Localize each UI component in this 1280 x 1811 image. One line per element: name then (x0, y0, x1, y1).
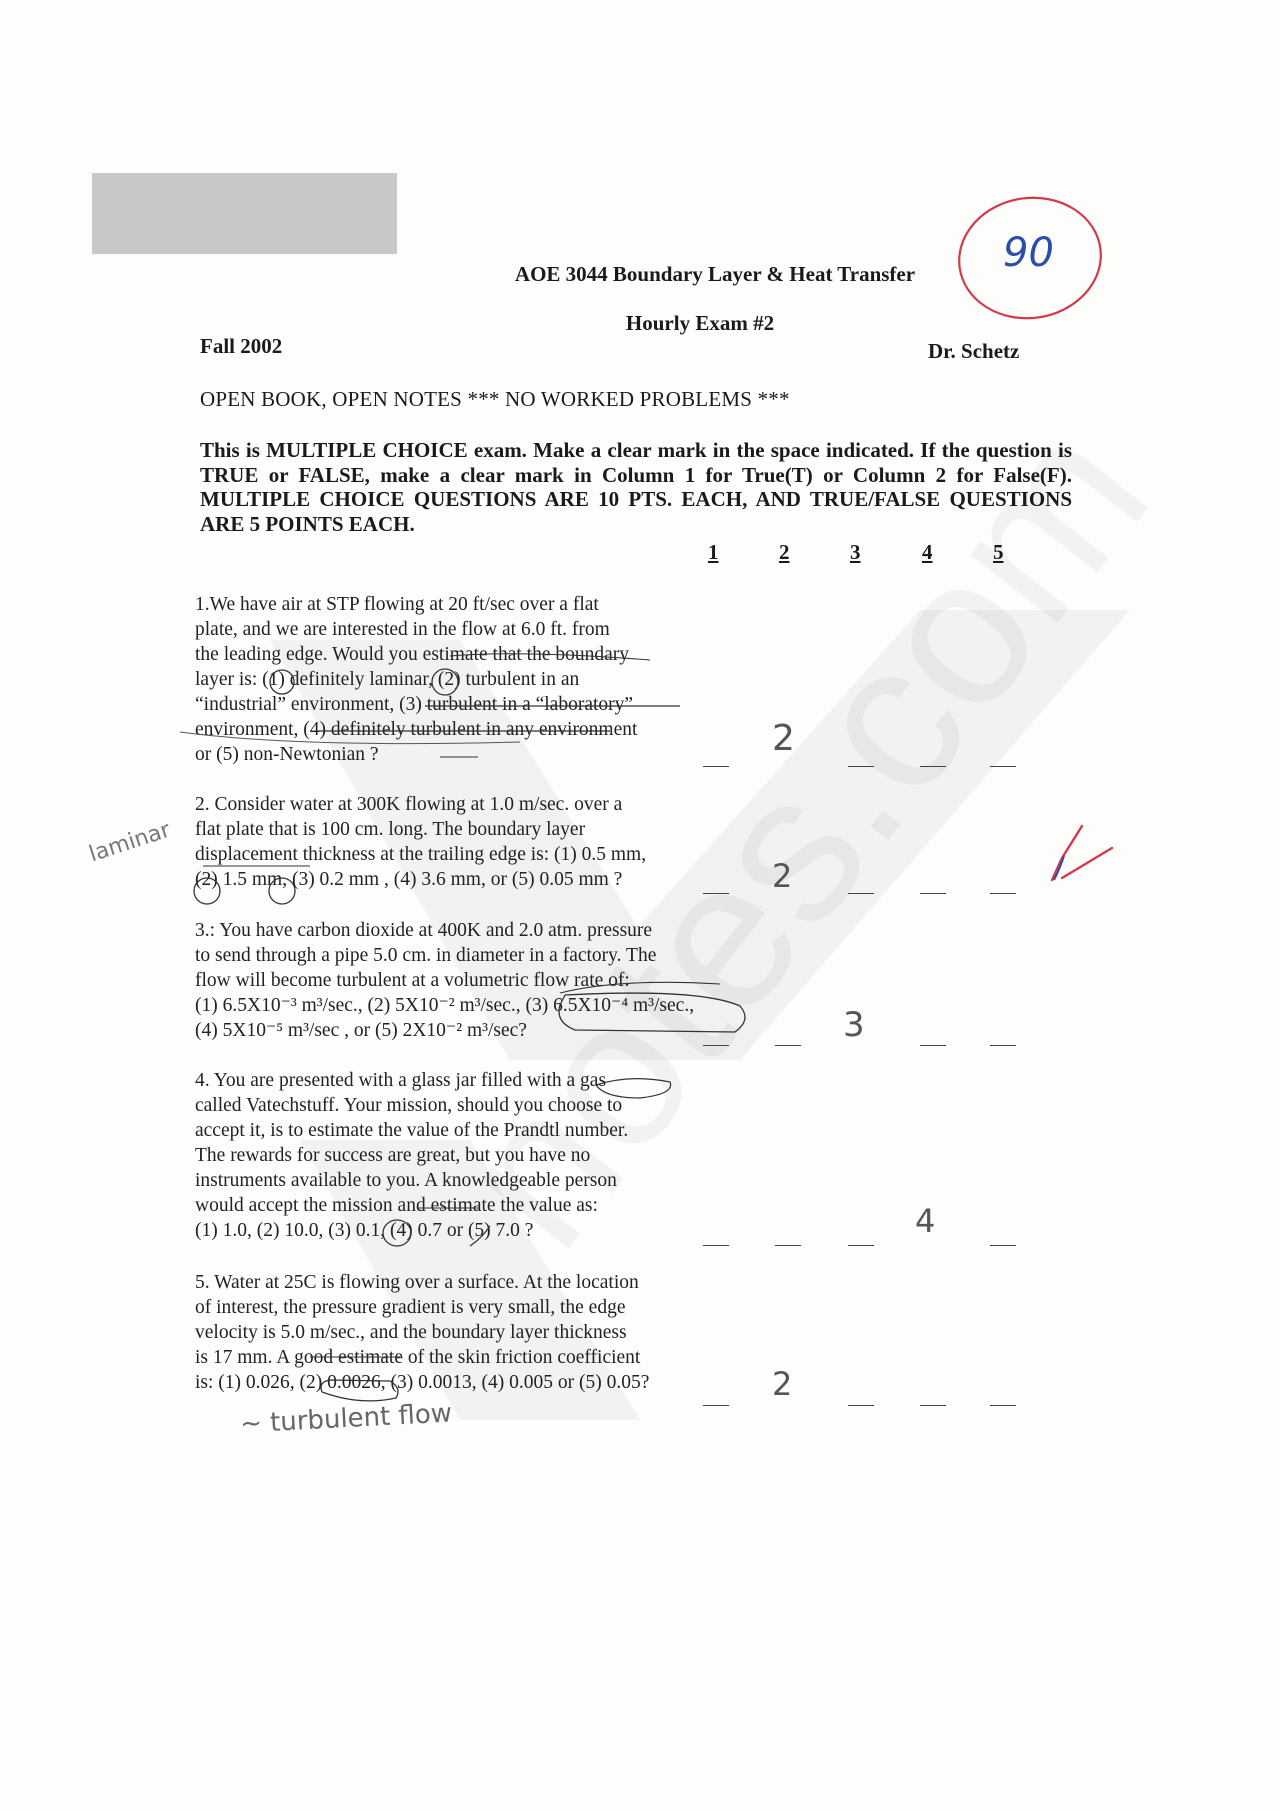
question-line: accept it, is to estimate the value of the Prandtl number. (195, 1120, 629, 1141)
answer-blank-4-2[interactable] (775, 1245, 801, 1246)
term: Fall 2002 (200, 334, 283, 358)
question-line: or (5) non-Newtonian ? (195, 744, 379, 765)
margin-note-turbulent: ~ turbulent flow (239, 1398, 453, 1440)
question-line: of interest, the pressure gradient is very small, the edge (195, 1297, 626, 1318)
margin-note-laminar: laminar (86, 817, 174, 868)
question-line: plate, and we are interested in the flow at 6.0 ft. from (195, 619, 610, 640)
question-line: 4. You are presented with a glass jar filled with a gas (195, 1070, 607, 1091)
question-line: to send through a pipe 5.0 cm. in diameter in a factory. The (195, 945, 657, 966)
question-line: the leading edge. Would you estimate that the boundary (195, 644, 629, 665)
course-title: AOE 3044 Boundary Layer & Heat Transfer (514, 262, 916, 286)
question-line: The rewards for success are great, but you have no (195, 1145, 591, 1166)
redacted-name-box (92, 173, 397, 254)
answer-blank-5-5[interactable] (990, 1405, 1016, 1406)
answer-blank-2-4[interactable] (920, 893, 946, 894)
question-line: displacement thickness at the trailing edge is: (1) 0.5 mm, (195, 844, 647, 865)
question-line: 1.We have air at STP flowing at 20 ft/sec over a flat (195, 594, 599, 615)
answer-blank-3-4[interactable] (920, 1045, 946, 1046)
exam-title: Hourly Exam #2 (625, 311, 775, 335)
question-line: 2. Consider water at 300K flowing at 1.0 m/sec. over a (195, 794, 623, 815)
answer-blank-1-5[interactable] (990, 766, 1016, 767)
answer-blank-2-1[interactable] (703, 893, 729, 894)
answer-mark-1: 2 (772, 718, 795, 759)
column-header-5: 5 (993, 540, 1004, 564)
question-line: 5. Water at 25C is flowing over a surface. At the location (195, 1272, 639, 1293)
column-header-2: 2 (779, 540, 790, 564)
answer-blank-4-5[interactable] (990, 1245, 1016, 1246)
question-line: 3.: You have carbon dioxide at 400K and 2.0 atm. pressure (195, 920, 653, 941)
question-line: layer is: (1) definitely laminar, (2) turbulent in an (195, 669, 580, 690)
question-line: (1) 6.5X10⁻³ m³/sec., (2) 5X10⁻² m³/sec., (3) 6.5X10⁻⁴ m³/sec., (195, 995, 695, 1016)
answer-blank-3-5[interactable] (990, 1045, 1016, 1046)
question-3 (195, 918, 755, 1043)
question-2 (195, 792, 735, 892)
column-header-4: 4 (922, 540, 933, 564)
check-mark-icon (1052, 826, 1112, 880)
question-line: environment, (4) definitely turbulent in any environment (195, 719, 638, 740)
answer-column-headers (0, 540, 1280, 570)
question-1 (195, 592, 735, 767)
question-line: flow will become turbulent at a volumetric flow rate of: (195, 970, 630, 991)
question-line: velocity is 5.0 m/sec., and the boundary layer thickness (195, 1322, 627, 1343)
answer-blank-5-3[interactable] (848, 1405, 874, 1406)
answer-blank-2-3[interactable] (848, 893, 874, 894)
answer-blank-1-1[interactable] (703, 766, 729, 767)
score-mark: 90 (1003, 230, 1054, 276)
answer-blank-5-1[interactable] (703, 1405, 729, 1406)
column-header-1: 1 (708, 540, 719, 564)
answer-mark-3: 3 (843, 1005, 865, 1045)
exam-rules: OPEN BOOK, OPEN NOTES *** NO WORKED PROBLEMS *** (200, 387, 790, 411)
answer-blank-1-3[interactable] (848, 766, 874, 767)
answer-blank-3-1[interactable] (703, 1045, 729, 1046)
question-line: instruments available to you. A knowledgeable person (195, 1170, 617, 1191)
question-line: (1) 1.0, (2) 10.0, (3) 0.1, (4) 0.7 or (5) 7.0 ? (195, 1220, 534, 1241)
instructor: Dr. Schetz (928, 339, 1020, 363)
answer-mark-4: 4 (915, 1202, 936, 1240)
column-header-3: 3 (850, 540, 861, 564)
answer-blank-5-4[interactable] (920, 1405, 946, 1406)
question-line: called Vatechstuff. Your mission, should you choose to (195, 1095, 623, 1116)
answer-mark-2: 2 (772, 857, 793, 895)
answer-blank-1-4[interactable] (920, 766, 946, 767)
question-line: is: (1) 0.026, (2) 0.0026, (3) 0.0013, (4) 0.005 or (5) 0.05? (195, 1372, 650, 1393)
question-line: flat plate that is 100 cm. long. The boundary layer (195, 819, 586, 840)
question-line: “industrial” environment, (3) turbulent in a “laboratory” (195, 694, 634, 715)
question-line: is 17 mm. A good estimate of the skin friction coefficient (195, 1347, 641, 1368)
answer-blank-3-2[interactable] (775, 1045, 801, 1046)
answer-blank-4-1[interactable] (703, 1245, 729, 1246)
question-line: (2) 1.5 mm, (3) 0.2 mm , (4) 3.6 mm, or (5) 0.05 mm ? (195, 869, 623, 890)
question-5 (195, 1270, 735, 1395)
answer-blank-2-5[interactable] (990, 893, 1016, 894)
question-line: (4) 5X10⁻⁵ m³/sec , or (5) 2X10⁻² m³/sec? (195, 1020, 527, 1041)
question-4 (195, 1068, 735, 1243)
question-line: would accept the mission and estimate the value as: (195, 1195, 598, 1216)
answer-blank-4-3[interactable] (848, 1245, 874, 1246)
instructions: This is MULTIPLE CHOICE exam. Make a clear mark in the space indicated. If the question is TRUE or FALSE, make a clear mark in Column 1 for True(T) or Column 2 for False(F). MULTIPLE CHOICE QUESTIONS ARE 10 PTS. EACH, AND TRUE/FALSE QUESTIONS ARE 5 POINTS EACH. (200, 438, 1072, 536)
answer-mark-5: 2 (772, 1365, 793, 1403)
